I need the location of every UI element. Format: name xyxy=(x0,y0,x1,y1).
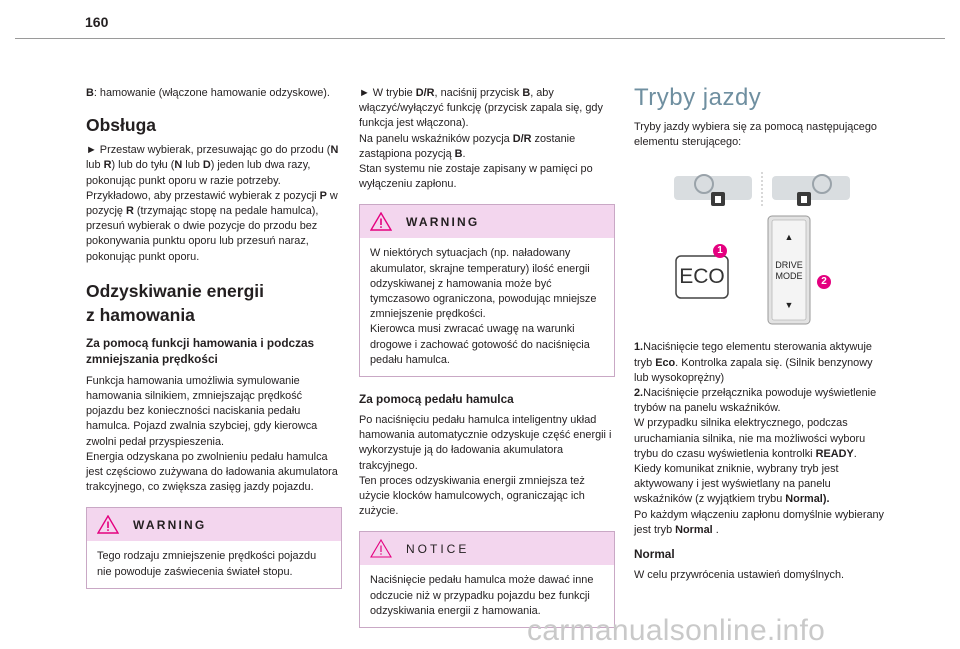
steering-wheel-lhd-icon xyxy=(674,175,752,206)
item-2-default: Po każdym włączeniu zapłonu domyślnie wybierany jest tryb Normal . xyxy=(634,508,885,536)
mode-paragraph-3: Stan systemu nie zostaje zapisany w pamięci po wyłączeniu zapłonu. xyxy=(359,163,593,191)
heading-odzyskiwanie: Odzyskiwanie energii z hamowania xyxy=(86,280,264,325)
drive-mode-down-arrow: ▼ xyxy=(784,300,794,311)
normal-text: W celu przywrócenia ustawień domyślnych. xyxy=(634,569,845,582)
item-2-normal: Kiedy komunikat zniknie, wybrany tryb jest aktywowany i jest wyświetlany na panelu wskaźników (z wyjątkiem trybu Normal). xyxy=(634,463,839,506)
drive-mode-label-1: DRIVE xyxy=(775,260,803,271)
subheading-pedal: Za pomocą pedału hamulca xyxy=(359,392,514,407)
tryby-intro: Tryby jazdy wybiera się za pomocą następującego elementu sterującego: xyxy=(634,121,877,149)
warning-icon xyxy=(97,515,119,534)
item-2-ready: W przypadku silnika elektrycznego, podczas uruchamiania silnika, nie ma możliwości wyboru trybu do czasu wyświetlenia kontrolki READY. xyxy=(634,417,866,460)
notice-icon xyxy=(370,539,392,558)
warning-box xyxy=(86,507,342,588)
drive-mode-label-2: MODE xyxy=(775,271,803,282)
warning-title: WARNING xyxy=(133,517,207,532)
mode-paragraph-1: ► W trybie D/R, naciśnij przycisk B, aby włączyć/wyłączyć funkcję (przycisk zapala się, gdy funkcja jest włączona). xyxy=(359,87,603,130)
notice-text: Naciśnięcie pedału hamulca może dawać inne odczucie niż w przypadku pojazdu bez funkcji odzyskiwania energii z hamowania. xyxy=(370,574,594,617)
steering-wheel-rhd-icon xyxy=(772,175,850,206)
intro-paragraph: B: hamowanie (włączone hamowanie odzyskowe). xyxy=(86,87,330,99)
funkcja-paragraph-2: Energia odzyskana po zwolnieniu pedału hamulca jest częściowo zużywana do ładowania akumulatora trakcyjnego, co zwiększa zasięg jazdy pojazdu. xyxy=(86,450,338,494)
page-number: 160 xyxy=(85,14,109,30)
item-2: 2.Naciśnięcie przełącznika powoduje wyświetlenie trybów na panelu wskaźników. xyxy=(634,387,877,415)
obsluga-paragraph-1: ► Przestaw wybierak, przesuwając go do przodu (N lub R) lub do tyłu (N lub D) jeden lub dwa razy, pokonując punkt oporu w razie potrzeby. xyxy=(86,144,339,187)
badge-2-label: 2 xyxy=(821,276,827,288)
watermark-footer: carmanualsonline.info xyxy=(527,614,826,647)
column-2 xyxy=(359,84,615,628)
column-3 xyxy=(634,84,890,583)
warning-text: Tego rodzaju zmniejszenie prędkości pojazdu nie powoduje zaświecenia świateł stopu. xyxy=(97,550,317,578)
column-1 xyxy=(86,84,342,589)
funkcja-paragraph-1: Funkcja hamowania umożliwia symulowanie hamowania silnikiem, zmniejszając prędkość pojazdu bez konieczności naciskania pedału hamulca. Pojazd zwalnia szybciej, gdy kierowca zwolni pedał przyspieszenia. xyxy=(86,374,318,448)
steering-wheel-diagram xyxy=(634,156,890,340)
warning-header-2 xyxy=(360,205,614,238)
subheading-funkcja: Za pomocą funkcji hamowania i podczas zmniejszania prędkości xyxy=(86,335,315,366)
mode-paragraph-2: Na panelu wskaźników pozycja D/R zostanie zastąpiona pozycją B. xyxy=(359,132,576,160)
warning-title-2: WARNING xyxy=(406,214,480,229)
obsluga-paragraph-2: Przykładowo, aby przestawić wybierak z pozycji P w pozycję R (trzymając stopę na pedale hamulca), przesuń wybierak o dwie pozycje do przodu bez pokonywania punktu oporu lub przesuń naraz, pokonując punkt oporu. xyxy=(86,189,338,263)
notice-header xyxy=(360,532,614,565)
warning-box-2 xyxy=(359,204,615,377)
badge-1-label: 1 xyxy=(717,245,723,257)
item-1: 1.Naciśnięcie tego elementu sterowania aktywuje tryb Eco. Kontrolka zapala się. (Silnik benzynowy lub wysokoprężny) xyxy=(634,341,873,384)
heading-tryby-jazdy: Tryby jazdy xyxy=(634,84,762,111)
eco-label: ECO xyxy=(679,265,725,289)
warning-2-paragraph-2: Kierowca musi zwracać uwagę na warunki drogowe i zachować gotowość do naciśnięcia pedału hamulca. xyxy=(370,323,590,366)
subheading-normal: Normal xyxy=(634,547,675,562)
drive-mode-up-arrow: ▲ xyxy=(784,232,794,243)
warning-header xyxy=(87,508,341,541)
heading-obsluga: Obsługa xyxy=(86,115,157,136)
pedal-paragraph-1: Po naciśnięciu pedału hamulca inteligentny układ hamowania automatycznie odzyskuje część energii i wykorzystuje ją do ładowania akumulatora trakcyjnego. xyxy=(359,414,612,472)
drive-mode-diagram xyxy=(634,156,890,340)
notice-title: NOTICE xyxy=(406,541,470,556)
header-divider xyxy=(15,38,945,39)
warning-icon xyxy=(370,212,392,231)
warning-2-paragraph-1: W niektórych sytuacjach (np. naładowany akumulator, skrajne temperatury) ilość energii odzyskiwanej z hamowania może być tymczasowo ograniczona, powodując mniejsze zmniejszenie prędkości. xyxy=(370,247,597,321)
pedal-paragraph-2: Ten proces odzyskiwania energii zmniejsza też użycie klocków hamulcowych, ograniczając ich zużycie. xyxy=(359,474,585,518)
